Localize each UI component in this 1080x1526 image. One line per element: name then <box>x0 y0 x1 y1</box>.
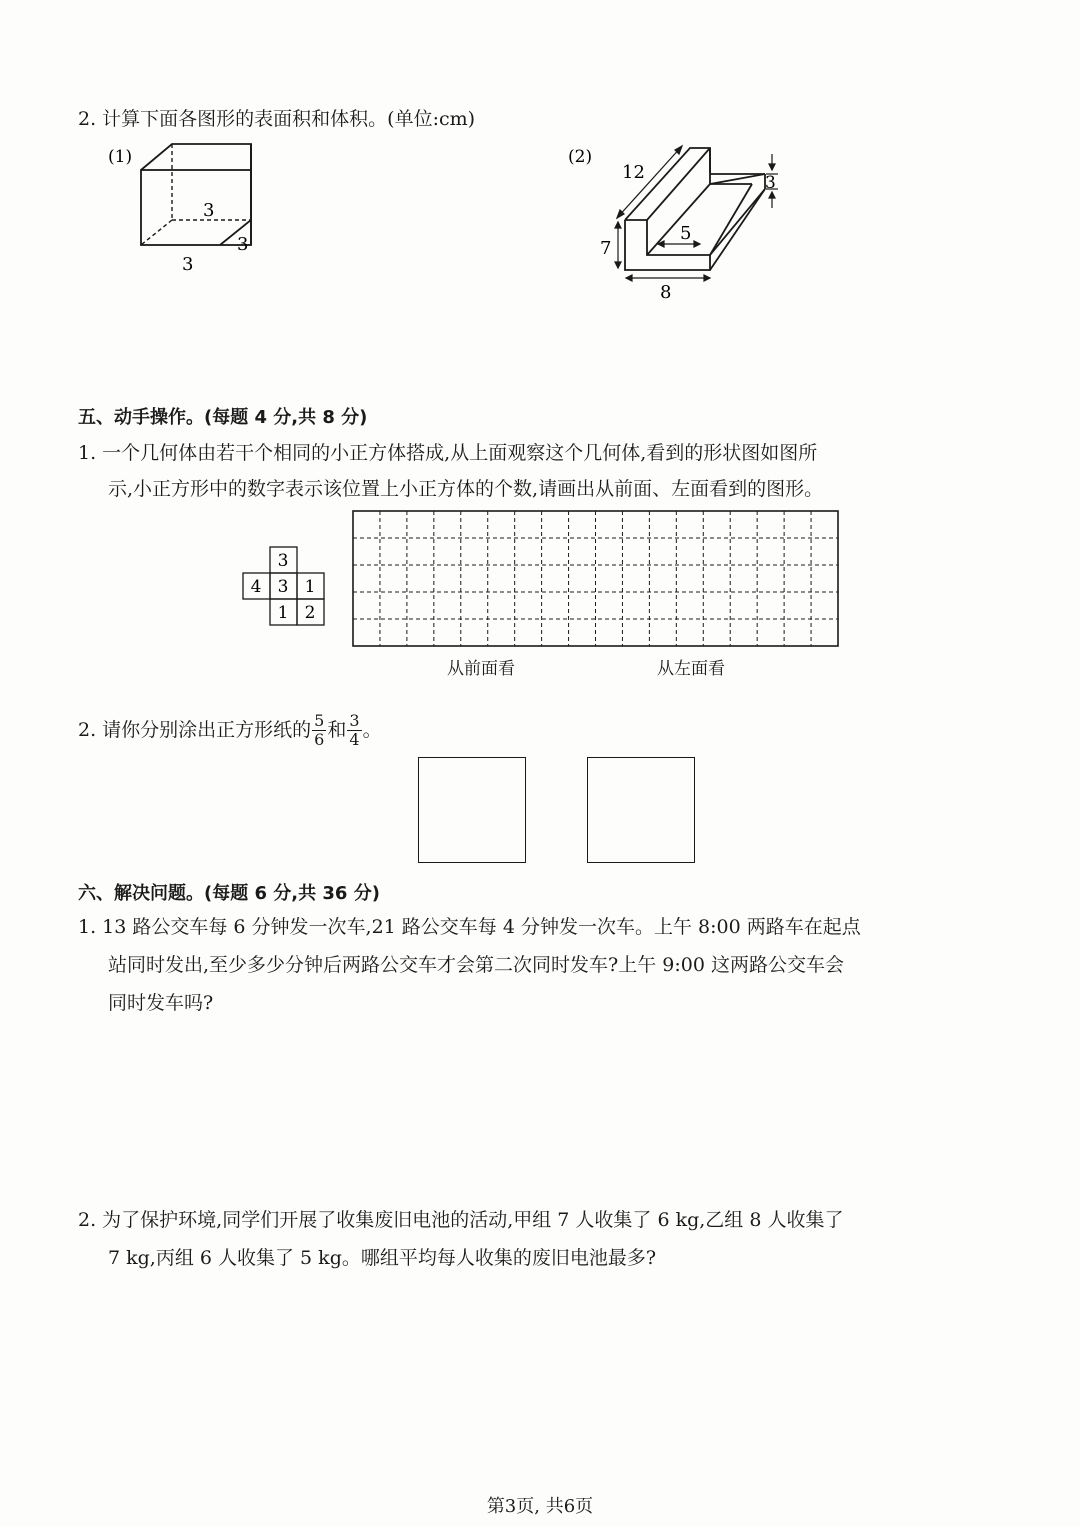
fraction-denominator: 4 <box>349 729 360 749</box>
fraction-numerator: 3 <box>349 710 360 730</box>
question-5-2-suffix: 。 <box>362 719 382 741</box>
section-5-heading: 五、动手操作。(每题 4 分,共 8 分) <box>78 407 368 428</box>
question-6-2-line-2: 7 kg,丙组 6 人收集了 5 kg。哪组平均每人收集的废旧电池最多? <box>108 1247 657 1269</box>
prism-dim-width: 8 <box>660 282 672 303</box>
grid-cell: 3 <box>277 577 289 597</box>
fraction-five-sixths <box>312 712 326 749</box>
cube-dim-width: 3 <box>182 254 194 275</box>
fraction-three-quarters <box>347 712 361 749</box>
question-5-2 <box>78 706 382 754</box>
left-view-label: 从左面看 <box>657 659 725 679</box>
square-paper-left[interactable] <box>418 757 526 863</box>
grid-cell: 1 <box>277 603 289 623</box>
square-paper-right[interactable] <box>587 757 695 863</box>
prism-dim-length: 12 <box>622 162 645 183</box>
grid-cell: 1 <box>304 577 316 597</box>
question-5-1-line-2: 示,小正方形中的数字表示该位置上小正方体的个数,请画出从前面、左面看到的图形。 <box>108 478 824 500</box>
question-4-2: 2. 计算下面各图形的表面积和体积。(单位:cm) <box>78 108 476 130</box>
cube-dim-height: 3 <box>203 200 215 221</box>
question-6-1-line-3: 同时发车吗? <box>108 992 214 1014</box>
fraction-denominator: 6 <box>314 729 325 749</box>
question-6-1-line-2: 站同时发出,至少多少分钟后两路公交车才会第二次同时发车?上午 9:00 这两路公交车会 <box>108 954 844 976</box>
drawing-grid[interactable] <box>352 510 840 648</box>
question-5-2-and: 和 <box>327 719 347 741</box>
figure-1-label: (1) <box>108 147 133 167</box>
prism-dim-height: 7 <box>600 238 612 259</box>
front-view-label: 从前面看 <box>447 659 515 679</box>
prism-dim-base: 5 <box>680 223 692 244</box>
question-5-1-line-1: 1. 一个几何体由若干个相同的小正方体搭成,从上面观察这个几何体,看到的形状图如图所 <box>78 442 818 464</box>
section-6-heading: 六、解决问题。(每题 6 分,共 36 分) <box>78 883 380 904</box>
l-prism-figure <box>560 138 800 308</box>
grid-cell: 4 <box>250 577 262 597</box>
question-6-1-line-1: 1. 13 路公交车每 6 分钟发一次车,21 路公交车每 4 分钟发一次车。上午 8:00 两路车在起点 <box>78 916 861 938</box>
page-footer: 第3页, 共6页 <box>486 1496 594 1517</box>
question-5-2-prefix: 2. 请你分别涂出正方形纸的 <box>78 719 312 741</box>
cube-dim-depth: 3 <box>237 234 249 255</box>
grid-cell: 2 <box>304 603 316 623</box>
prism-dim-thickness: 3 <box>765 173 776 193</box>
question-6-2-line-1: 2. 为了保护环境,同学们开展了收集废旧电池的活动,甲组 7 人收集了 6 kg,乙组 8 人收集了 <box>78 1209 844 1231</box>
cube-figure <box>100 138 280 278</box>
figure-2-label: (2) <box>568 147 593 167</box>
top-view-grid <box>242 545 328 627</box>
fraction-numerator: 5 <box>314 710 325 730</box>
grid-cell: 3 <box>277 551 289 571</box>
